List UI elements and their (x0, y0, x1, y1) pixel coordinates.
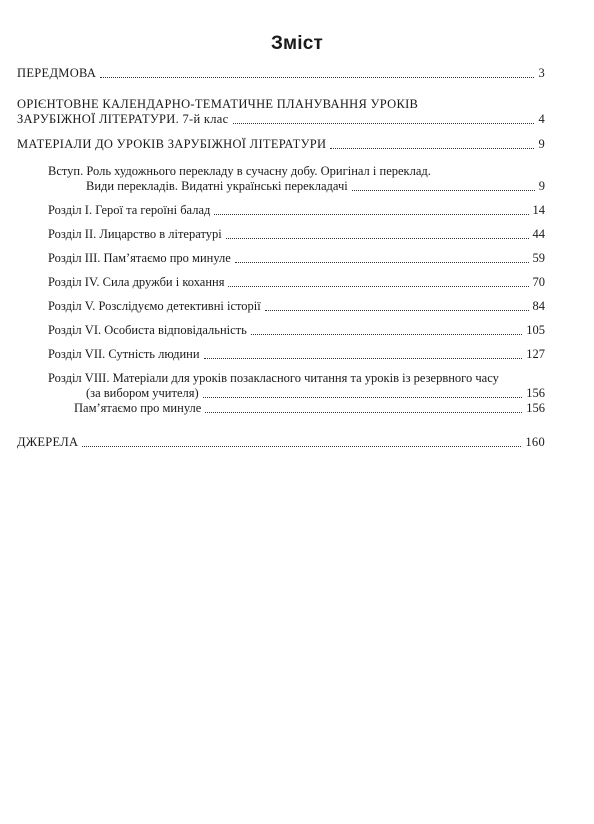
toc-entry-section-8 (17, 371, 545, 401)
page-title: Зміст (270, 33, 324, 54)
toc-entry-label: ДЖЕРЕЛА (17, 435, 79, 449)
toc-page-number: 4 (538, 112, 545, 126)
toc-entry-materials (17, 137, 545, 152)
toc-page-number: 70 (532, 275, 545, 289)
toc-entry-label: Розділ VI. Особиста відповідальність (48, 323, 247, 337)
toc-entry-section (17, 299, 545, 314)
toc-entry-section (17, 323, 545, 338)
dot-leader (214, 213, 528, 215)
dot-leader (226, 237, 529, 239)
toc-page-number: 105 (526, 323, 545, 337)
toc-entry-label: ОРІЄНТОВНЕ КАЛЕНДАРНО-ТЕМАТИЧНЕ ПЛАНУВАННЯ УРОКІВ (17, 97, 419, 111)
toc-page-number: 9 (538, 179, 545, 193)
toc-entry-planning (17, 97, 545, 127)
toc-entry-section (17, 275, 545, 290)
dot-leader (203, 396, 523, 398)
toc-entry-label-continued: ЗАРУБІЖНОЇ ЛІТЕРАТУРИ. 7-й клас (17, 112, 229, 126)
dot-leader (82, 445, 521, 447)
toc-entry-label: ПЕРЕДМОВА (17, 66, 97, 80)
toc-page-number: 3 (538, 66, 545, 80)
toc-entry-label: Вступ. Роль художнього перекладу в сучасну добу. Оригінал і переклад. (48, 164, 431, 178)
dot-leader (204, 357, 523, 359)
toc-entry-label: Розділ VII. Сутність людини (48, 347, 200, 361)
toc-entry-label: Розділ V. Розслідуємо детективні історії (48, 299, 261, 313)
toc-page-number: 44 (532, 227, 545, 241)
toc-entry-preface (17, 66, 545, 81)
toc-entry-label: Пам’ятаємо про минуле (74, 401, 202, 415)
dot-leader (100, 76, 534, 78)
toc-entry-section (17, 347, 545, 362)
dot-leader (352, 189, 535, 191)
toc-page-number: 59 (532, 251, 545, 265)
toc-page-number: 156 (526, 401, 545, 415)
toc-entry-label: Розділ VIII. Матеріали для уроків позакласного читання та уроків із резервного часу (48, 371, 499, 385)
toc-entry-label: Розділ ІІІ. Пам’ятаємо про минуле (48, 251, 231, 265)
dot-leader (330, 147, 534, 149)
toc-entry-intro (17, 164, 545, 194)
toc-page-number: 156 (526, 386, 545, 400)
toc-entry-section (17, 203, 545, 218)
dot-leader (265, 309, 529, 311)
toc-page-number: 84 (532, 299, 545, 313)
table-of-contents (17, 66, 545, 450)
toc-entry-label: Розділ І. Герої та героїні балад (48, 203, 211, 217)
toc-page-number: 9 (538, 137, 545, 151)
dot-leader (228, 285, 528, 287)
toc-page-number: 14 (532, 203, 545, 217)
toc-entry-section (17, 227, 545, 242)
toc-entry-section (17, 251, 545, 266)
dot-leader (233, 122, 535, 124)
toc-entry-label: Розділ IV. Сила дружби і кохання (48, 275, 225, 289)
toc-entry-label: МАТЕРІАЛИ ДО УРОКІВ ЗАРУБІЖНОЇ ЛІТЕРАТУРИ (17, 137, 327, 151)
dot-leader (251, 333, 522, 335)
toc-page-number: 160 (525, 435, 545, 449)
dot-leader (205, 411, 522, 413)
toc-entry-label: Розділ ІІ. Лицарство в літературі (48, 227, 222, 241)
toc-entry-sources (17, 435, 545, 450)
toc-entry-subsection (17, 401, 545, 416)
toc-page-number: 127 (526, 347, 545, 361)
toc-entry-label-continued: (за вибором учителя) (86, 386, 199, 400)
toc-entry-label-continued: Види перекладів. Видатні українські перекладачі (86, 179, 348, 193)
dot-leader (235, 261, 529, 263)
